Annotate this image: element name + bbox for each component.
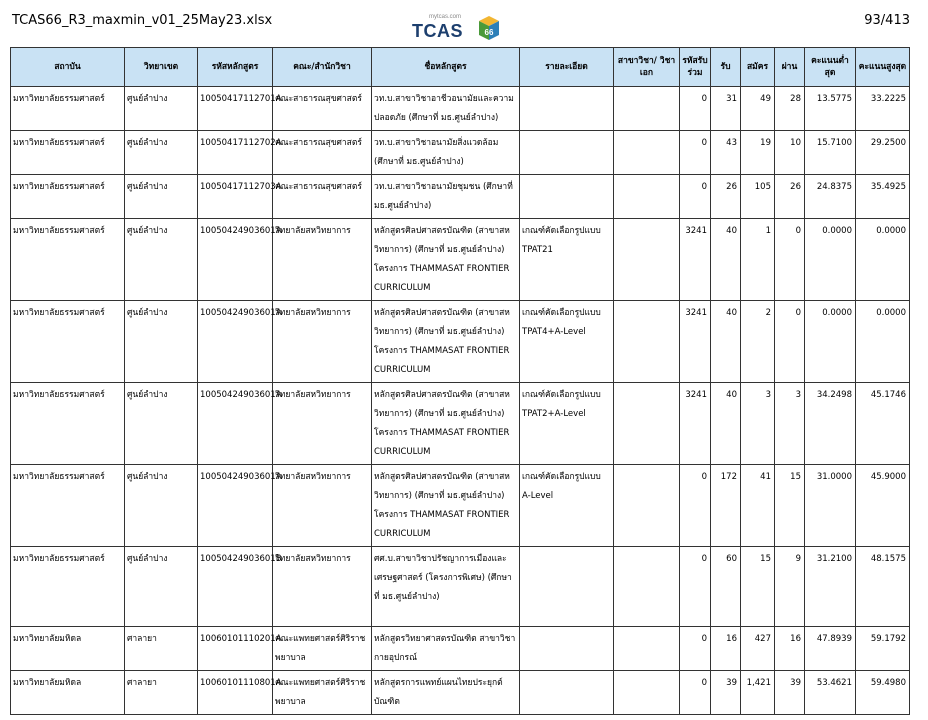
- cell-major: [614, 383, 680, 465]
- col-header-institution: สถาบัน: [11, 48, 125, 87]
- table-row: [11, 465, 910, 547]
- cell-program-code: 10050417112703A: [198, 175, 273, 219]
- cell-min-score: 24.8375: [805, 175, 856, 219]
- cell-joint-code: 3241: [680, 301, 711, 383]
- cell-faculty: วิทยาลัยสหวิทยาการ: [273, 301, 372, 383]
- cell-institution: มหาวิทยาลัยธรรมศาสตร์: [11, 87, 125, 131]
- cell-major: [614, 131, 680, 175]
- table-row: [11, 383, 910, 465]
- cell-campus: ศูนย์ลำปาง: [125, 87, 198, 131]
- cell-max-score: 35.4925: [856, 175, 910, 219]
- table-row: [11, 547, 910, 627]
- cell-major: [614, 87, 680, 131]
- cell-institution: มหาวิทยาลัยธรรมศาสตร์: [11, 175, 125, 219]
- cell-max-score: 45.1746: [856, 383, 910, 465]
- cell-joint-code: 0: [680, 131, 711, 175]
- logo-site-text: mytcas.com: [429, 14, 462, 20]
- page-number: 93/413: [864, 13, 910, 28]
- cell-accept: 40: [711, 219, 741, 301]
- cell-min-score: 47.8939: [805, 627, 856, 671]
- cell-pass: 3: [775, 383, 805, 465]
- cell-joint-code: 0: [680, 627, 711, 671]
- cell-program-name: วท.บ.สาขาวิชาอนามัยชุมชน (ศึกษาที่ มธ.ศูนย์ลำปาง): [372, 175, 520, 219]
- cell-min-score: 31.2100: [805, 547, 856, 627]
- cell-pass: 28: [775, 87, 805, 131]
- cell-program-code: 10050424903601A: [198, 301, 273, 383]
- cell-institution: มหาวิทยาลัยธรรมศาสตร์: [11, 547, 125, 627]
- cell-max-score: 59.4980: [856, 671, 910, 715]
- cell-pass: 9: [775, 547, 805, 627]
- cell-campus: ศูนย์ลำปาง: [125, 465, 198, 547]
- cell-max-score: 59.1792: [856, 627, 910, 671]
- cell-campus: ศาลายา: [125, 671, 198, 715]
- cell-campus: ศูนย์ลำปาง: [125, 175, 198, 219]
- cell-program-name: ศศ.บ.สาขาวิชาปรัชญาการเมืองและเศรษฐศาสตร์ (โครงการพิเศษ) (ศึกษาที่ มธ.ศูนย์ลำปาง): [372, 547, 520, 627]
- cell-apply: 19: [741, 131, 775, 175]
- cell-max-score: 0.0000: [856, 301, 910, 383]
- cell-program-code: 10050417112702A: [198, 131, 273, 175]
- cell-apply: 3: [741, 383, 775, 465]
- cell-detail: เกณฑ์คัดเลือกรูปแบบ TPAT2+A-Level: [520, 383, 614, 465]
- cell-faculty: คณะสาธารณสุขศาสตร์: [273, 175, 372, 219]
- cell-program-name: หลักสูตรศิลปศาสตรบัณฑิต (สาขาสหวิทยาการ) (ศึกษาที่ มธ.ศูนย์ลำปาง) โครงการ THAMMASAT FRONTIER CURRICULUM: [372, 301, 520, 383]
- cell-min-score: 0.0000: [805, 301, 856, 383]
- cell-accept: 31: [711, 87, 741, 131]
- cell-institution: มหาวิทยาลัยมหิดล: [11, 671, 125, 715]
- col-header-min-score: คะแนนต่ำสุด: [805, 48, 856, 87]
- col-header-faculty: คณะ/สำนักวิชา: [273, 48, 372, 87]
- cell-detail: [520, 131, 614, 175]
- cell-faculty: วิทยาลัยสหวิทยาการ: [273, 219, 372, 301]
- logo-wordmark: TCAS: [412, 21, 463, 41]
- cell-program-code: 10060101110801A: [198, 671, 273, 715]
- cell-program-name: หลักสูตรศิลปศาสตรบัณฑิต (สาขาสหวิทยาการ) (ศึกษาที่ มธ.ศูนย์ลำปาง) โครงการ THAMMASAT FRONTIER CURRICULUM: [372, 383, 520, 465]
- cell-faculty: วิทยาลัยสหวิทยาการ: [273, 547, 372, 627]
- tcas-logo: [412, 14, 502, 44]
- col-header-program-name: ชื่อหลักสูตร: [372, 48, 520, 87]
- cell-program-name: วท.บ.สาขาวิชาอนามัยสิ่งแวดล้อม (ศึกษาที่ มธ.ศูนย์ลำปาง): [372, 131, 520, 175]
- cell-joint-code: 3241: [680, 383, 711, 465]
- cell-apply: 15: [741, 547, 775, 627]
- cell-pass: 26: [775, 175, 805, 219]
- cell-min-score: 31.0000: [805, 465, 856, 547]
- cell-max-score: 33.2225: [856, 87, 910, 131]
- logo-cube-icon: [478, 15, 500, 41]
- cell-program-code: 10050424903601A: [198, 219, 273, 301]
- cell-campus: ศูนย์ลำปาง: [125, 383, 198, 465]
- table-row: [11, 131, 910, 175]
- col-header-campus: วิทยาเขต: [125, 48, 198, 87]
- cell-accept: 39: [711, 671, 741, 715]
- cell-apply: 49: [741, 87, 775, 131]
- cell-program-code: 10060101110201A: [198, 627, 273, 671]
- cell-max-score: 0.0000: [856, 219, 910, 301]
- cell-campus: ศูนย์ลำปาง: [125, 547, 198, 627]
- cell-max-score: 45.9000: [856, 465, 910, 547]
- cell-faculty: วิทยาลัยสหวิทยาการ: [273, 383, 372, 465]
- cell-institution: มหาวิทยาลัยธรรมศาสตร์: [11, 219, 125, 301]
- cell-min-score: 13.5775: [805, 87, 856, 131]
- cell-detail: เกณฑ์คัดเลือกรูปแบบ A-Level: [520, 465, 614, 547]
- cell-major: [614, 547, 680, 627]
- cell-joint-code: 0: [680, 671, 711, 715]
- cell-joint-code: 0: [680, 465, 711, 547]
- table-row: [11, 87, 910, 131]
- cell-program-name: หลักสูตรวิทยาศาสตรบัณฑิต สาขาวิชากายอุปกรณ์: [372, 627, 520, 671]
- col-header-major: สาขาวิชา/ วิชาเอก: [614, 48, 680, 87]
- cell-apply: 105: [741, 175, 775, 219]
- results-table: [10, 47, 910, 715]
- cell-apply: 2: [741, 301, 775, 383]
- cell-detail: [520, 671, 614, 715]
- col-header-pass: ผ่าน: [775, 48, 805, 87]
- cell-accept: 40: [711, 383, 741, 465]
- cell-faculty: คณะแพทยศาสตร์ศิริราชพยาบาล: [273, 627, 372, 671]
- document-header: [0, 0, 928, 46]
- cell-major: [614, 465, 680, 547]
- cell-accept: 60: [711, 547, 741, 627]
- cell-accept: 16: [711, 627, 741, 671]
- col-header-apply: สมัคร: [741, 48, 775, 87]
- table-row: [11, 219, 910, 301]
- cell-program-code: 10050424903601A: [198, 383, 273, 465]
- cell-pass: 0: [775, 219, 805, 301]
- table-row: [11, 627, 910, 671]
- cell-accept: 43: [711, 131, 741, 175]
- cell-apply: 1: [741, 219, 775, 301]
- cell-program-code: 10050424903601B: [198, 547, 273, 627]
- cell-faculty: วิทยาลัยสหวิทยาการ: [273, 465, 372, 547]
- cell-program-name: หลักสูตรศิลปศาสตรบัณฑิต (สาขาสหวิทยาการ) (ศึกษาที่ มธ.ศูนย์ลำปาง) โครงการ THAMMASAT FRONTIER CURRICULUM: [372, 465, 520, 547]
- col-header-accept: รับ: [711, 48, 741, 87]
- cell-pass: 10: [775, 131, 805, 175]
- cell-program-code: 10050424903601A: [198, 465, 273, 547]
- cell-faculty: คณะสาธารณสุขศาสตร์: [273, 87, 372, 131]
- cell-major: [614, 627, 680, 671]
- cell-accept: 172: [711, 465, 741, 547]
- cell-major: [614, 175, 680, 219]
- cell-detail: [520, 627, 614, 671]
- cell-campus: ศูนย์ลำปาง: [125, 131, 198, 175]
- cell-max-score: 48.1575: [856, 547, 910, 627]
- table-header-row: [11, 48, 910, 87]
- cell-institution: มหาวิทยาลัยธรรมศาสตร์: [11, 465, 125, 547]
- cell-pass: 15: [775, 465, 805, 547]
- cell-apply: 1,421: [741, 671, 775, 715]
- cell-apply: 427: [741, 627, 775, 671]
- file-name: TCAS66_R3_maxmin_v01_25May23.xlsx: [12, 13, 273, 28]
- cell-institution: มหาวิทยาลัยธรรมศาสตร์: [11, 383, 125, 465]
- cell-accept: 26: [711, 175, 741, 219]
- cell-institution: มหาวิทยาลัยมหิดล: [11, 627, 125, 671]
- cell-campus: ศูนย์ลำปาง: [125, 301, 198, 383]
- cell-min-score: 15.7100: [805, 131, 856, 175]
- cell-joint-code: 0: [680, 87, 711, 131]
- cell-pass: 0: [775, 301, 805, 383]
- cell-major: [614, 301, 680, 383]
- cell-joint-code: 0: [680, 547, 711, 627]
- cell-program-name: หลักสูตรศิลปศาสตรบัณฑิต (สาขาสหวิทยาการ) (ศึกษาที่ มธ.ศูนย์ลำปาง) โครงการ THAMMASAT FRONTIER CURRICULUM: [372, 219, 520, 301]
- cell-pass: 16: [775, 627, 805, 671]
- cell-detail: [520, 87, 614, 131]
- cell-detail: เกณฑ์คัดเลือกรูปแบบ TPAT21: [520, 219, 614, 301]
- col-header-program-code: รหัสหลักสูตร: [198, 48, 273, 87]
- cell-major: [614, 219, 680, 301]
- cell-faculty: คณะสาธารณสุขศาสตร์: [273, 131, 372, 175]
- col-header-joint-code: รหัสรับ ร่วม: [680, 48, 711, 87]
- cell-major: [614, 671, 680, 715]
- cell-faculty: คณะแพทยศาสตร์ศิริราชพยาบาล: [273, 671, 372, 715]
- cell-joint-code: 0: [680, 175, 711, 219]
- cell-min-score: 34.2498: [805, 383, 856, 465]
- cell-detail: เกณฑ์คัดเลือกรูปแบบ TPAT4+A-Level: [520, 301, 614, 383]
- col-header-max-score: คะแนนสูงสุด: [856, 48, 910, 87]
- cell-detail: [520, 175, 614, 219]
- table-row: [11, 175, 910, 219]
- col-header-detail: รายละเอียด: [520, 48, 614, 87]
- cell-min-score: 0.0000: [805, 219, 856, 301]
- cell-min-score: 53.4621: [805, 671, 856, 715]
- cell-pass: 39: [775, 671, 805, 715]
- cell-max-score: 29.2500: [856, 131, 910, 175]
- cell-program-code: 10050417112701A: [198, 87, 273, 131]
- cell-campus: ศาลายา: [125, 627, 198, 671]
- table-row: [11, 301, 910, 383]
- logo-badge-text: 66: [484, 28, 494, 37]
- cell-program-name: หลักสูตรการแพทย์แผนไทยประยุกต์บัณฑิต: [372, 671, 520, 715]
- cell-joint-code: 3241: [680, 219, 711, 301]
- cell-campus: ศูนย์ลำปาง: [125, 219, 198, 301]
- table-row: [11, 671, 910, 715]
- cell-apply: 41: [741, 465, 775, 547]
- cell-program-name: วท.บ.สาขาวิชาอาชีวอนามัยและความปลอดภัย (ศึกษาที่ มธ.ศูนย์ลำปาง): [372, 87, 520, 131]
- cell-accept: 40: [711, 301, 741, 383]
- cell-detail: [520, 547, 614, 627]
- cell-institution: มหาวิทยาลัยธรรมศาสตร์: [11, 301, 125, 383]
- cell-institution: มหาวิทยาลัยธรรมศาสตร์: [11, 131, 125, 175]
